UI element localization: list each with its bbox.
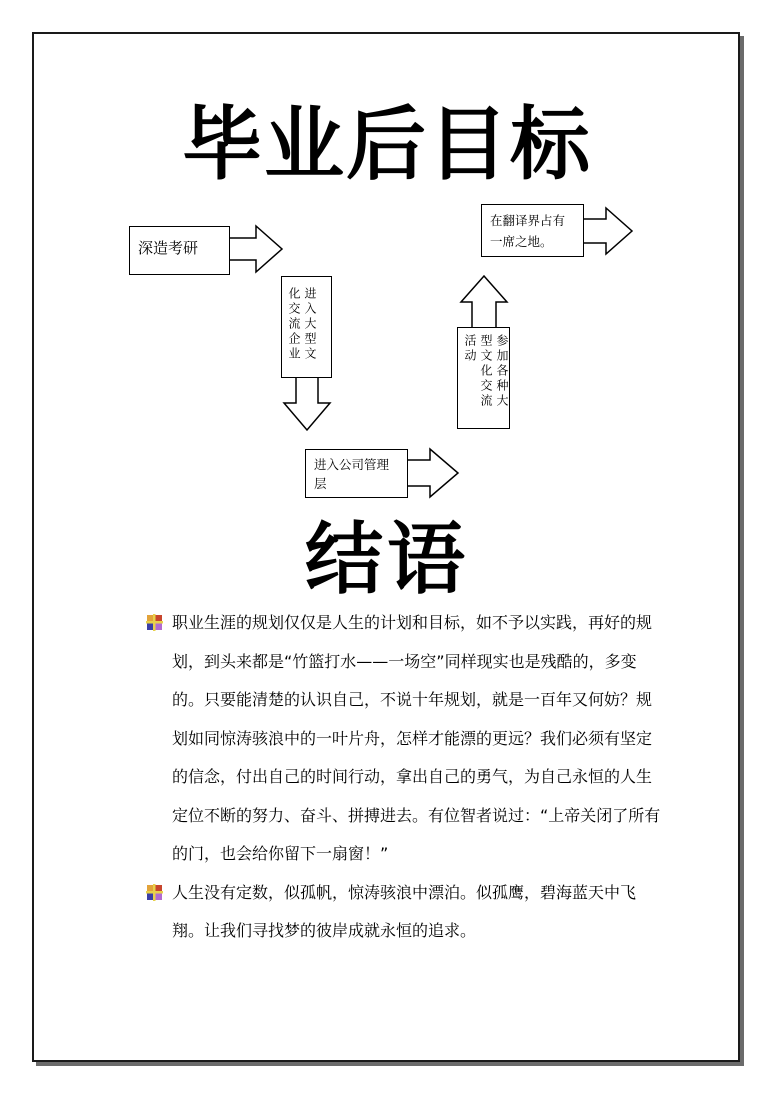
goal-box-management xyxy=(305,449,408,498)
arrow-up-activities xyxy=(461,276,507,328)
arrow-right-management xyxy=(406,449,458,497)
goal-enterprise-text: 进入大型文化交流企业 xyxy=(287,287,317,362)
conclusion-heading: 结语 xyxy=(304,515,469,605)
goal-activities-text: 参加各种大型文化交流活动 xyxy=(463,334,509,409)
goals-heading: 毕业后目标 xyxy=(182,98,592,191)
goal-box-enterprise xyxy=(281,276,332,378)
goal-translation-text: 在翻译界占有一席之地。 xyxy=(490,213,566,249)
goal-box-activities xyxy=(457,327,510,429)
conclusion-paragraphs xyxy=(144,604,664,951)
paragraph-text: 职业生涯的规划仅仅是人生的计划和目标，如不予以实践，再好的规划，到头来都是“竹篮打水——一场空”同样现实也是残酷的，多变的。只要能清楚的认识自己，不说十年规划，就是一百年又何妨？规划如同惊涛骇浪中的一叶片舟，怎样才能漂的更远？我们必须有坚定的信念，付出自己的时间行动，拿出自己的勇气，为自己永恒的人生定位不断的努力、奋斗、拼搏进去。有位智者说过：“上帝关闭了所有的门，也会给你留下一扇窗！” xyxy=(172,613,661,863)
goal-management-text: 进入公司管理层 xyxy=(314,457,390,491)
arrow-down-enterprise xyxy=(284,376,330,430)
paragraph-text: 人生没有定数，似孤帆，惊涛骇浪中漂泊。似孤鹰，碧海蓝天中飞翔。让我们寻找梦的彼岸成就永恒的追求。 xyxy=(172,882,637,940)
arrow-right-translation xyxy=(582,208,632,254)
goal-box-translation xyxy=(481,204,584,257)
goal-box-study xyxy=(129,226,230,275)
goal-study-text: 深造考研 xyxy=(138,239,199,257)
arrow-right-study xyxy=(229,226,282,272)
list-item xyxy=(144,604,664,874)
list-item xyxy=(144,874,664,951)
colored-square-bullet-icon xyxy=(146,614,164,632)
colored-square-bullet-icon xyxy=(146,884,164,902)
